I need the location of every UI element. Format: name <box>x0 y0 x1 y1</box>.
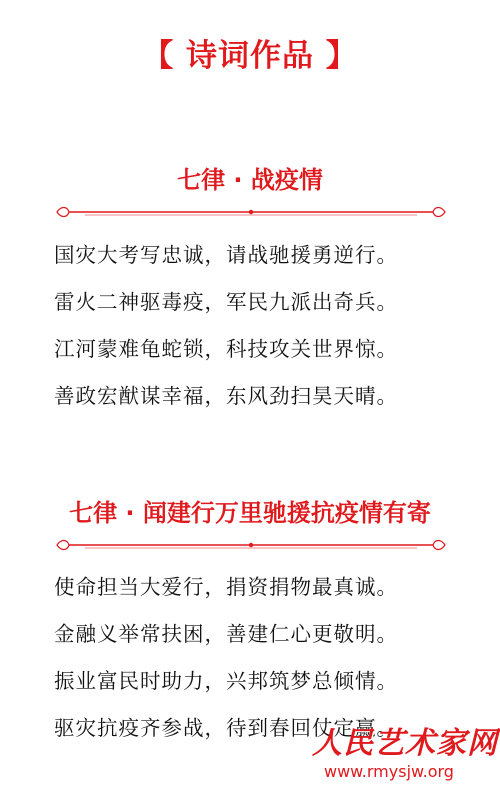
section-title: 【 诗词作品 】 <box>142 38 358 74</box>
poem-line: 使命担当大爱行，捐资捐物最真诚。 <box>54 575 398 599</box>
poem-line: 驱灾抗疫齐参战，待到春回仗定赢。 <box>54 716 398 740</box>
watermark-logo: 人民艺术家网 <box>312 726 498 761</box>
poem-line: 金融义举常扶困，善建仁心更敬明。 <box>54 622 398 646</box>
poem-line: 善政宏猷谋幸福，东风劲扫昊天晴。 <box>54 384 398 408</box>
poem-line: 江河蒙难龟蛇锁，科技攻关世界惊。 <box>54 337 398 361</box>
poem-line: 国灾大考写忠诚，请战驰援勇逆行。 <box>54 243 398 267</box>
watermark-url: www.rmysjw.org <box>324 762 454 781</box>
poem-title-2: 七律 · 闻建行万里驰援抗疫情有寄 <box>69 499 431 527</box>
poem-line: 振业富民时助力，兴邦筑梦总倾情。 <box>54 669 398 693</box>
ornamental-divider-1 <box>55 205 447 219</box>
poem-title-1: 七律 · 战疫情 <box>177 166 323 194</box>
poem-line: 雷火二神驱毒疫，军民九派出奇兵。 <box>54 290 398 314</box>
ornamental-divider-2 <box>55 538 447 552</box>
